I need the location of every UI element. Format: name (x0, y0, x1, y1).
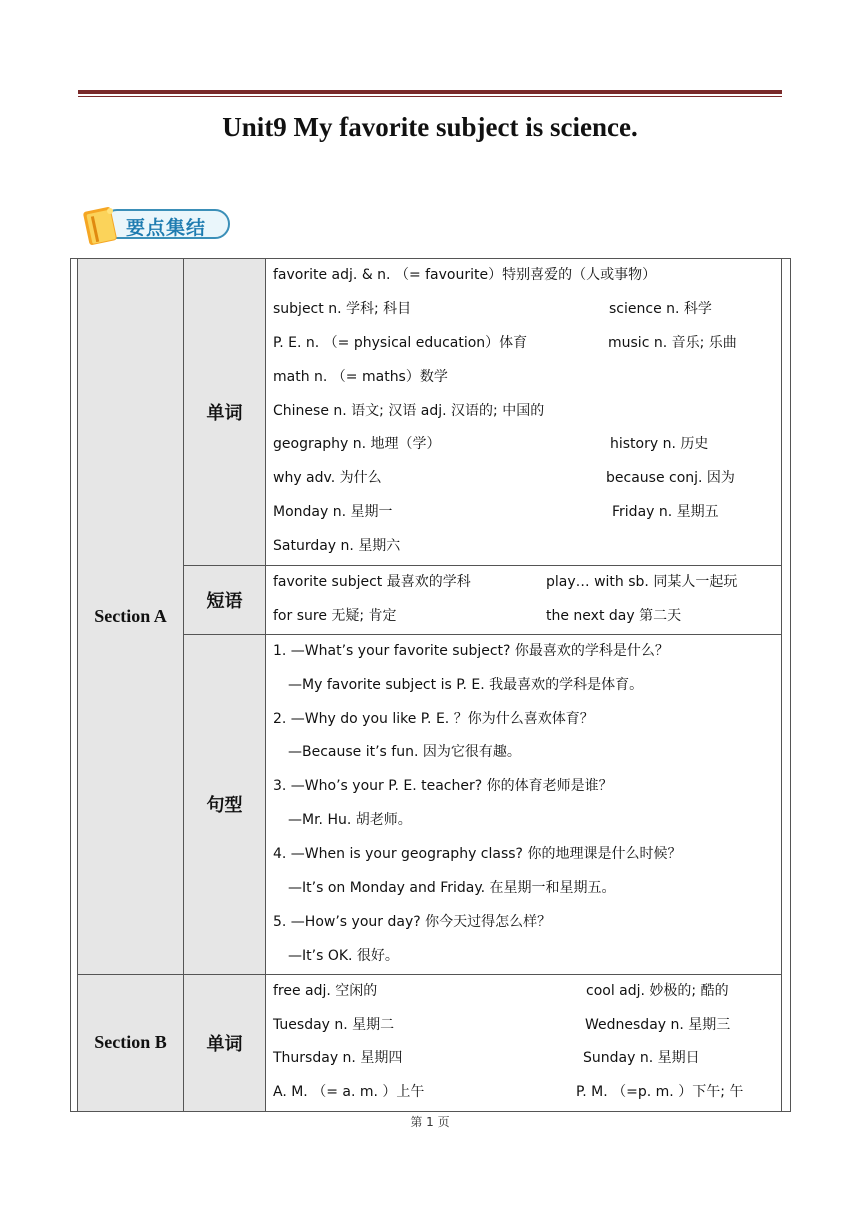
vocab-row (266, 496, 781, 530)
vocab-item: P. E. n. （= physical education）体育 (273, 334, 528, 351)
sentence-row (266, 838, 781, 872)
page-number: 第 1 页 (410, 1115, 450, 1129)
section-a-sentences-label: 句型 (184, 634, 266, 974)
vocab-row (266, 293, 781, 327)
vocab-item: Thursday n. 星期四 (273, 1050, 403, 1067)
badge-label: 要点集结 (126, 217, 207, 239)
phrase-row (266, 600, 781, 634)
sentence-row (266, 940, 781, 974)
phrase-item: for sure 无疑; 肯定 (273, 607, 397, 624)
summary-table (70, 258, 791, 1112)
right-gutter (782, 259, 791, 1112)
vocab-row (266, 462, 781, 496)
vocab-item: cool adj. 妙极的; 酷的 (586, 982, 729, 999)
vocab-item: Monday n. 星期一 (273, 504, 393, 521)
book-icon (80, 203, 124, 247)
vocab-item: Chinese n. 语文; 汉语 adj. 汉语的; 中国的 (273, 402, 545, 419)
vocab-row (266, 361, 781, 395)
sentence-row (266, 635, 781, 669)
section-b-vocab-label: 单词 (184, 974, 266, 1111)
sentence-question: 1. —What’s your favorite subject? 你最喜欢的学科是什么？ (273, 642, 669, 659)
vocab-item: math n. （= maths）数学 (273, 368, 448, 385)
section-a-sentences-cell (266, 634, 782, 974)
vocab-item: favorite adj. & n. （= favourite）特别喜爱的（人或事物） (273, 267, 657, 283)
vocab-item: because conj. 因为 (606, 470, 735, 487)
sentence-answer: —Because it’s fun. 因为它很有趣。 (288, 744, 521, 761)
phrase-row (266, 566, 781, 600)
vocab-item: Wednesday n. 星期三 (585, 1016, 731, 1033)
sentence-row (266, 804, 781, 838)
vocab-item: free adj. 空闲的 (273, 982, 378, 999)
vocab-item: history n. 历史 (610, 436, 709, 453)
vocab-row (266, 327, 781, 361)
section-a-vocab-cell (266, 259, 782, 566)
vocab-item: P. M. （=p. m. ）下午; 午 (576, 1084, 744, 1101)
phrase-item: play… with sb. 同某人一起玩 (546, 574, 738, 590)
vocab-item: Saturday n. 星期六 (273, 538, 401, 555)
sentence-answer: —Mr. Hu. 胡老师。 (288, 812, 412, 829)
section-a-phrases-cell (266, 566, 782, 635)
sentence-answer: —It’s on Monday and Friday. 在星期一和星期五。 (288, 880, 616, 897)
sentence-row (266, 906, 781, 940)
vocab-item: science n. 科学 (609, 300, 712, 317)
phrase-item: favorite subject 最喜欢的学科 (273, 574, 471, 590)
vocab-item: Sunday n. 星期日 (583, 1050, 700, 1067)
vocab-row (266, 428, 781, 462)
vocab-row (266, 1042, 781, 1076)
vocab-item: why adv. 为什么 (273, 470, 382, 487)
sentence-row (266, 770, 781, 804)
sentence-question: 2. —Why do you like P. E. ？你为什么喜欢体育？ (273, 710, 594, 727)
section-a-vocab-label: 单词 (184, 259, 266, 566)
page-title: Unit9 My favorite subject is science. (222, 112, 638, 142)
vocab-row (266, 1076, 781, 1110)
vocab-row (266, 259, 781, 293)
vocab-row (266, 1009, 781, 1043)
vocab-row (266, 395, 781, 429)
section-a-phrases-label: 短语 (184, 566, 266, 635)
sentence-row (266, 872, 781, 906)
sentence-row (266, 703, 781, 737)
header-rule (78, 90, 782, 94)
phrase-item: the next day 第二天 (546, 607, 682, 624)
sentence-question: 4. —When is your geography class? 你的地理课是什么时候？ (273, 846, 682, 863)
sentence-question: 5. —How’s your day? 你今天过得怎么样？ (273, 913, 552, 930)
vocab-item: Friday n. 星期五 (612, 504, 719, 521)
vocab-item: geography n. 地理（学） (273, 436, 441, 453)
sentence-question: 3. —Who’s your P. E. teacher? 你的体育老师是谁？ (273, 778, 613, 795)
header-rule-thin (78, 96, 782, 97)
vocab-item: A. M. （= a. m. ）上午 (273, 1084, 425, 1101)
sentence-answer: —It’s OK. 很好。 (288, 947, 399, 964)
section-b-vocab-cell (266, 974, 782, 1111)
vocab-row (266, 530, 781, 564)
vocab-row (266, 975, 781, 1009)
vocab-item: music n. 音乐; 乐曲 (608, 334, 737, 351)
sentence-answer: —My favorite subject is P. E. 我最喜欢的学科是体育。 (288, 676, 644, 693)
vocab-item: Tuesday n. 星期二 (273, 1016, 395, 1033)
sentence-row (266, 669, 781, 703)
section-b-label: Section B (78, 974, 184, 1111)
left-gutter (71, 259, 78, 1112)
sentence-row (266, 736, 781, 770)
section-a-label: Section A (78, 259, 184, 975)
key-points-badge (80, 203, 232, 245)
vocab-item: subject n. 学科; 科目 (273, 300, 412, 317)
